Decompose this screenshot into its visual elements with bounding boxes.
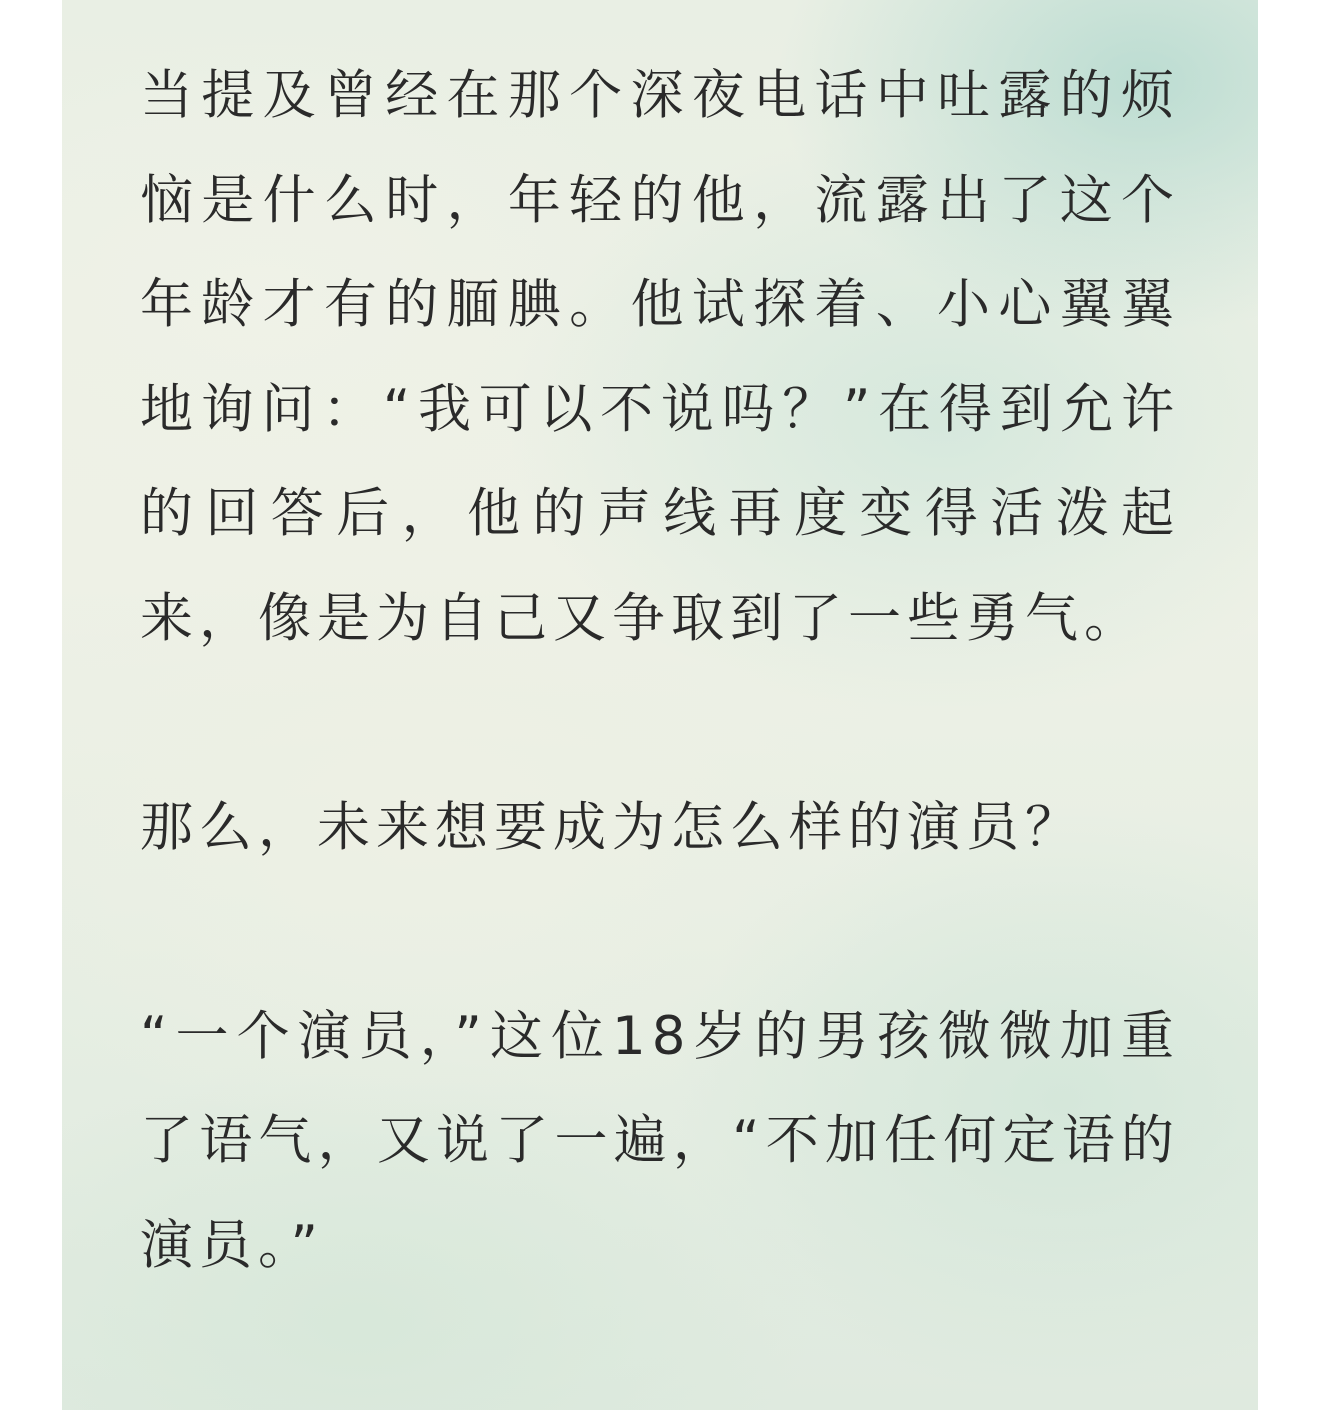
- article-card: [62, 0, 1258, 1410]
- paragraph-2: 那么，未来想要成为怎么样的演员？: [140, 796, 1084, 858]
- paragraph-3: “一个演员，”这位18岁的男孩微微加重了语气，又说了一遍，“不加任何定语的演员。”: [140, 1005, 1180, 1276]
- paragraph-spacer: [140, 671, 1180, 776]
- paragraph-1: 当提及曾经在那个深夜电话中吐露的烦恼是什么时，年轻的他，流露出了这个年龄才有的腼腆。他试探着、小心翼翼地询问：“我可以不说吗？”在得到允许的回答后，他的声线再度变得活泼起来，像是为自己又争取到了一些勇气。: [140, 65, 1180, 649]
- article-body: [140, 44, 1180, 1298]
- paragraph-spacer: [140, 880, 1180, 985]
